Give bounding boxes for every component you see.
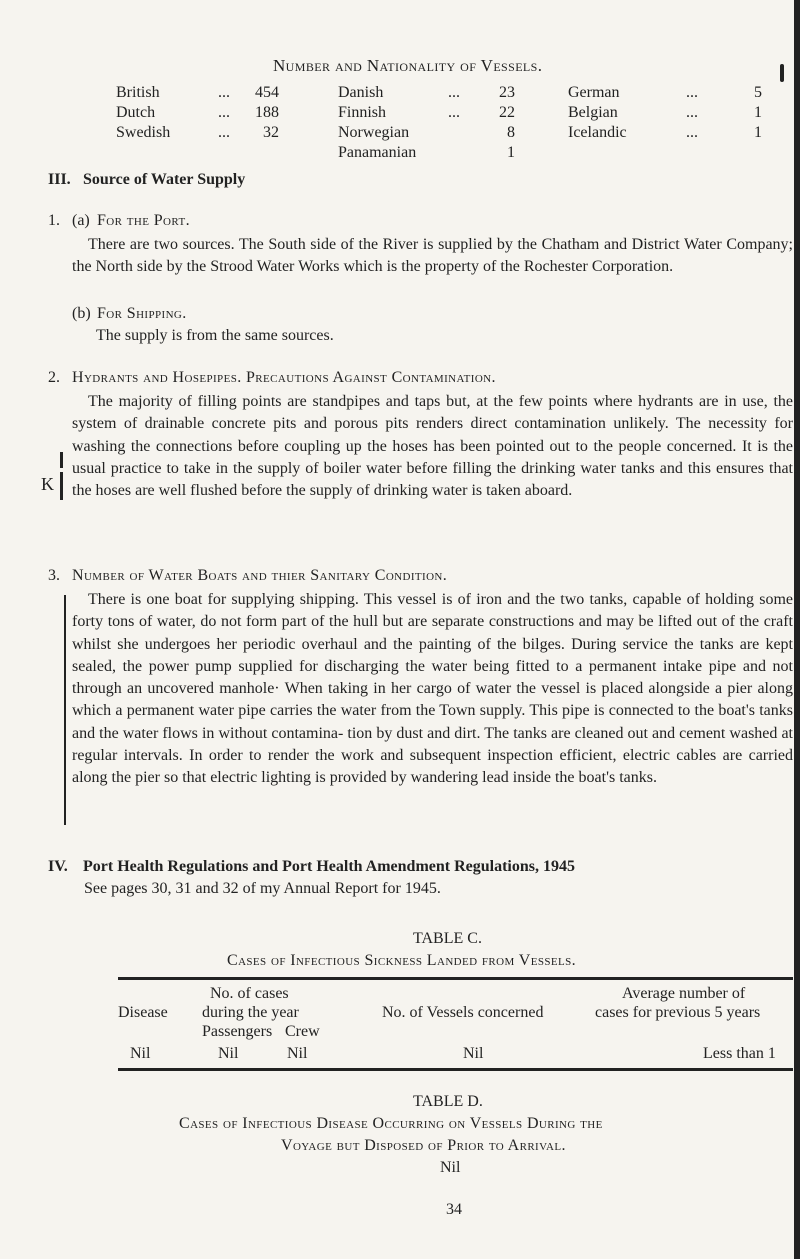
table-value: Nil <box>440 1159 461 1176</box>
section-number: IV. <box>48 858 68 875</box>
dot-leader: ... <box>218 84 230 101</box>
margin-mark-line <box>60 472 63 500</box>
column-header: Disease <box>118 1004 168 1021</box>
paragraph: See pages 30, 31 and 32 of my Annual Report for 1945. <box>84 880 441 897</box>
paragraph: There are two sources. The South side of the River is supplied by the Chatham and District Water Company; the North side by the Strood Water Works which is the property of the Rochester Corporation. <box>72 236 793 276</box>
table-caption: Cases of Infectious Sickness Landed from Vessels. <box>227 952 577 969</box>
paragraph: The majority of filling points are standpipes and taps but, at the few points where hydrants are in use, the system of drainable concrete pits and porous pits renders direct contamination unlikely. The necessity for washing the connections before coupling up the hoses has been pointed out to the people concerned. It is the usual practice to take in the supply of boiler water before filling the drinking water tanks and this ensures that the hoses are well flushed before the supply of drinking water is taken aboard. <box>72 393 793 500</box>
nationality-count: 5 <box>754 84 762 101</box>
nationality-count: 1 <box>507 144 515 161</box>
section-number: III. <box>48 171 71 188</box>
nationality-name: Panamanian <box>338 144 417 161</box>
nationality-name: Belgian <box>568 104 618 121</box>
paragraph: The supply is from the same sources. <box>96 327 334 344</box>
column-header: No. of Vessels concerned <box>382 1004 544 1021</box>
scan-mark <box>780 64 784 82</box>
dot-leader: ... <box>448 84 460 101</box>
table-cell: Nil <box>463 1045 484 1062</box>
column-header: Average number of <box>622 985 746 1002</box>
nationality-name: British <box>116 84 160 101</box>
nationality-name: Danish <box>338 84 384 101</box>
item-number: 1. <box>48 212 60 229</box>
subitem-title: For Shipping. <box>97 305 187 322</box>
table-label: TABLE C. <box>413 930 482 947</box>
nationality-heading: Number and Nationality of Vessels. <box>273 56 543 75</box>
nationality-count: 1 <box>754 124 762 141</box>
nationality-count: 188 <box>255 104 279 121</box>
section-title: Port Health Regulations and Port Health Amendment Regulations, 1945 <box>83 858 575 875</box>
item-title: Number of Water Boats and thier Sanitary Condition. <box>72 567 448 584</box>
paragraph: There is one boat for supplying shipping. This vessel is of iron and the two tanks, capable of holding some forty tons of water, do not form part of the hull but are separate constructions and may be lifted out of the craft whilst she undergoes her periodic overhaul and the painting of the bilges. During service the tanks are kept sealed, the power pump supplied for discharging the water being fitted to a permanent intake pipe and not through an uncovered manhole· When taking in her cargo of water the vessel is placed alongside a pier along which a permanent water pipe carries the water from the Town supply. This pipe is connected to the boat's tanks and the water flows in without contamina- tion by dust and dirt. The tanks are cleaned out and cement washed at regular intervals. In order to render the work and subsequent inspection efficient, electric cables are carried along the pier so that electric lighting is provided by wandering lead inside the boat's tanks. <box>72 591 793 787</box>
subitem-title: For the Port. <box>97 212 190 229</box>
item-number: 3. <box>48 567 60 584</box>
nationality-name: Norwegian <box>338 124 410 141</box>
nationality-count: 32 <box>263 124 279 141</box>
item-number: 2. <box>48 369 60 386</box>
column-header: during the year <box>202 1004 299 1021</box>
nationality-count: 454 <box>255 84 279 101</box>
nationality-count: 8 <box>507 124 515 141</box>
nationality-count: 22 <box>499 104 515 121</box>
table-caption: Cases of Infectious Disease Occurring on Vessels During the <box>179 1115 603 1132</box>
scan-edge <box>794 0 800 1259</box>
section-title: Source of Water Supply <box>83 171 246 188</box>
table-cell: Nil <box>130 1045 151 1062</box>
column-header: No. of cases <box>210 985 289 1002</box>
table-cell: Less than 1 <box>703 1045 776 1062</box>
subitem-label: (b) <box>72 305 91 322</box>
dot-leader: ... <box>686 104 698 121</box>
nationality-name: Finnish <box>338 104 387 121</box>
margin-mark-line <box>60 452 63 468</box>
nationality-count: 1 <box>754 104 762 121</box>
table-rule-bottom <box>118 1068 793 1071</box>
dot-leader: ... <box>218 104 230 121</box>
table-cell: Nil <box>218 1045 239 1062</box>
column-header: cases for previous 5 years <box>595 1004 761 1021</box>
column-header: Crew <box>285 1023 320 1040</box>
table-rule-top <box>118 977 793 980</box>
page-number: 34 <box>446 1201 462 1218</box>
dot-leader: ... <box>448 104 460 121</box>
item-title: Hydrants and Hosepipes. Precautions Against Contamination. <box>72 369 496 386</box>
nationality-name: Dutch <box>116 104 156 121</box>
margin-mark-line <box>64 595 66 825</box>
nationality-name: Icelandic <box>568 124 627 141</box>
dot-leader: ... <box>218 124 230 141</box>
dot-leader: ... <box>686 124 698 141</box>
nationality-name: German <box>568 84 620 101</box>
nationality-name: Swedish <box>116 124 171 141</box>
table-label: TABLE D. <box>413 1093 483 1110</box>
nationality-count: 23 <box>499 84 515 101</box>
subitem-label: (a) <box>72 212 90 229</box>
column-header: Passengers <box>202 1023 273 1040</box>
table-cell: Nil <box>287 1045 308 1062</box>
dot-leader: ... <box>686 84 698 101</box>
margin-mark: K <box>41 474 54 494</box>
table-caption: Voyage but Disposed of Prior to Arrival. <box>281 1137 566 1154</box>
